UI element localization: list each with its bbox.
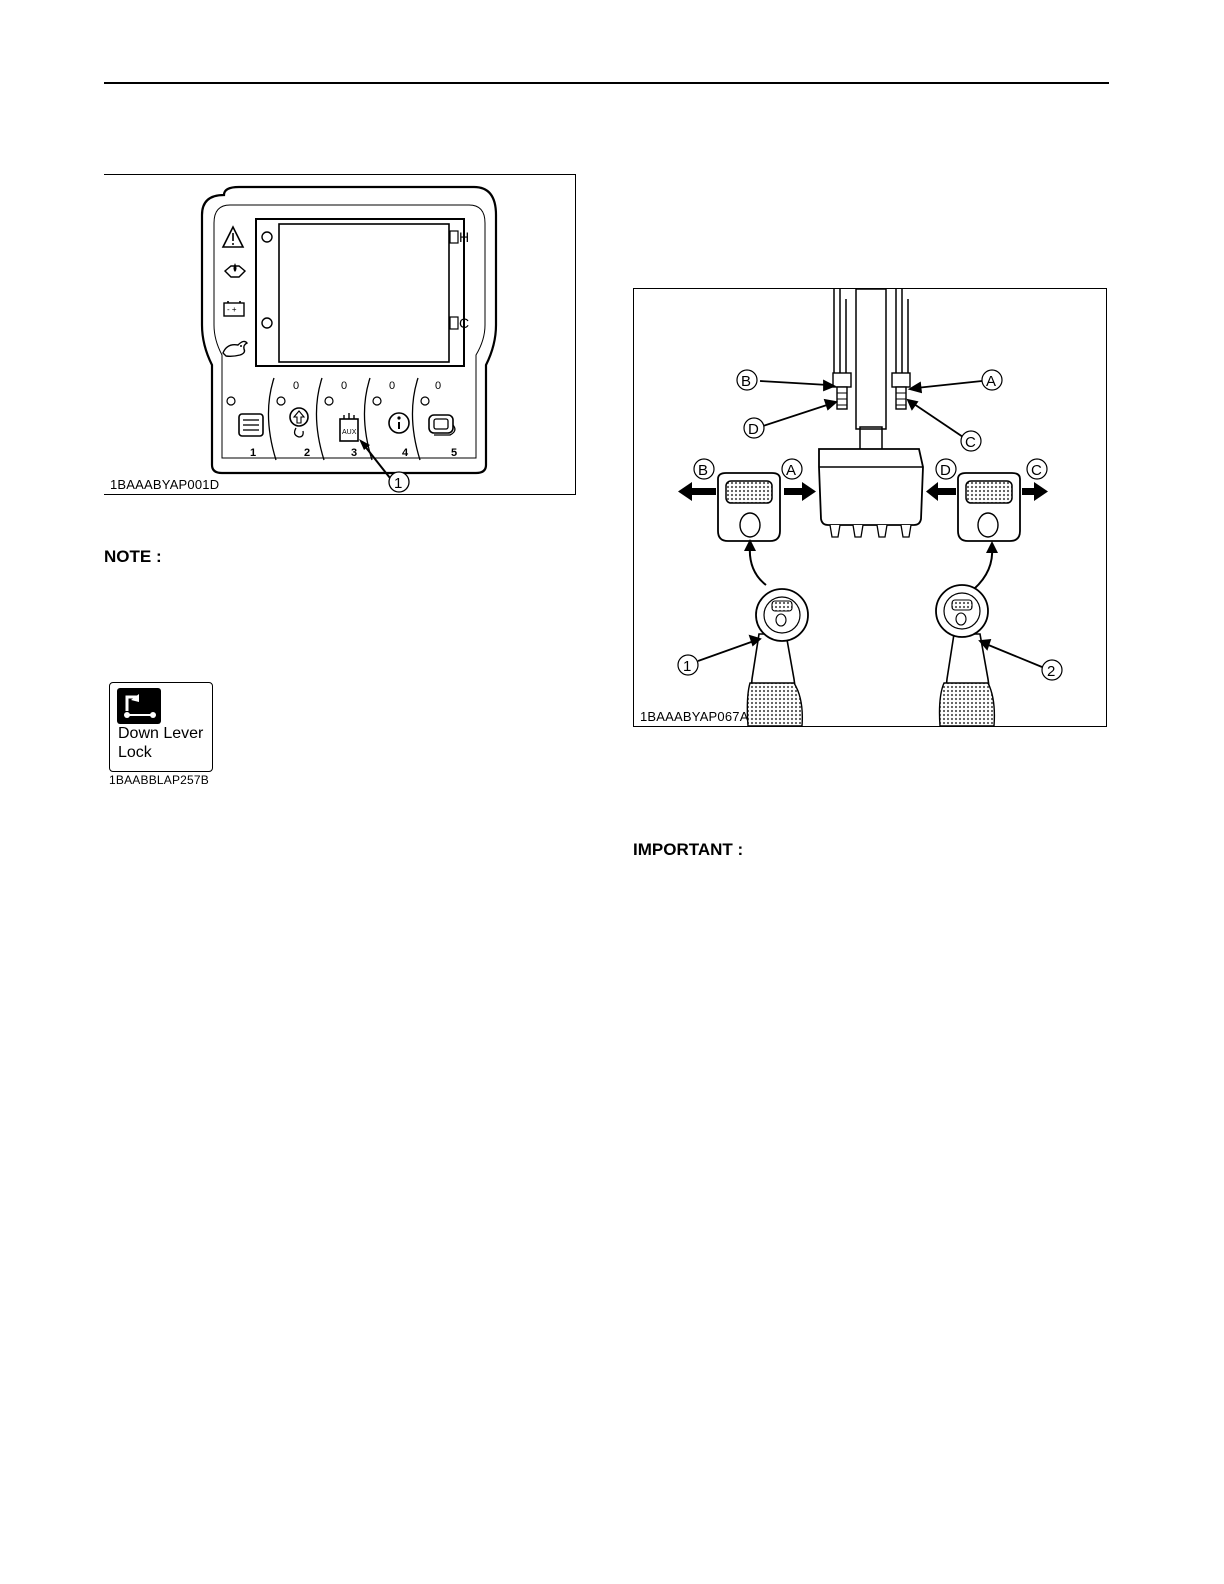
indicator-lamp-bottom-left: [262, 318, 272, 328]
button-led-2-label: 0: [293, 380, 300, 392]
figure-code: 1BAAABYAP067A: [640, 709, 749, 724]
button-number-4: 4: [402, 447, 409, 459]
button-number-1: 1: [250, 447, 257, 459]
important-heading: IMPORTANT :: [633, 840, 744, 859]
button-led-5-label: 0: [435, 380, 442, 392]
note-heading: NOTE :: [104, 547, 162, 566]
gauge-low-label: C: [459, 315, 470, 331]
button-number-3: 3: [351, 447, 358, 459]
warning-triangle-icon: [223, 227, 243, 247]
decal-code: 1BAABBLAP257B: [109, 773, 210, 787]
right-joystick: [936, 585, 994, 726]
lever-lock-icon: [117, 688, 161, 724]
arrow-up-button[interactable]: [290, 408, 308, 437]
label-c-right: C: [1031, 462, 1042, 479]
instrument-panel-drawing: [104, 175, 575, 494]
callout-1-label: 1: [394, 475, 403, 492]
button-led-4-label: 0: [389, 380, 396, 392]
decal-line-2: Lock: [118, 744, 152, 761]
indicator-lamp-row: [227, 397, 235, 405]
aux-button-label: AUX: [342, 429, 357, 436]
instrument-panel-figure: [104, 174, 576, 495]
button-number-5: 5: [451, 447, 458, 459]
aux-switch-figure: [633, 288, 1107, 727]
header-rule: [104, 82, 1109, 84]
aux-switch-drawing: [634, 289, 1106, 726]
decal-line-1: Down Lever: [118, 725, 204, 742]
menu-button[interactable]: [239, 414, 263, 436]
battery-icon: [224, 301, 244, 316]
left-joystick: [747, 589, 808, 726]
label-c-top: C: [965, 434, 976, 451]
info-button[interactable]: [389, 413, 409, 433]
display-button[interactable]: [429, 415, 455, 435]
engine-oil-pressure-icon: [225, 263, 245, 277]
callout-2-fig2: 2: [1047, 663, 1056, 680]
right-slide-switch[interactable]: [958, 473, 1020, 541]
rabbit-speed-icon: [223, 341, 247, 356]
left-slide-switch[interactable]: [718, 473, 780, 541]
label-d-right: D: [940, 462, 951, 479]
figure-code: 1BAAABYAP001D: [110, 477, 220, 492]
indicator-lamp-top-left: [262, 232, 272, 242]
gauge-high-label: H: [459, 229, 470, 245]
callout-1-fig2: 1: [683, 658, 692, 675]
label-a-left: A: [786, 462, 797, 479]
button-number-2: 2: [304, 447, 311, 459]
label-b-top: B: [741, 373, 752, 390]
down-lever-lock-decal: [109, 682, 213, 772]
label-a-top: A: [986, 373, 997, 390]
svg-text:- +: - +: [227, 305, 237, 314]
button-led-3-label: 0: [341, 380, 348, 392]
bucket-drawing: [819, 449, 923, 537]
label-b-left: B: [698, 462, 709, 479]
label-d-top: D: [748, 421, 759, 438]
aux-button[interactable]: [340, 413, 358, 441]
